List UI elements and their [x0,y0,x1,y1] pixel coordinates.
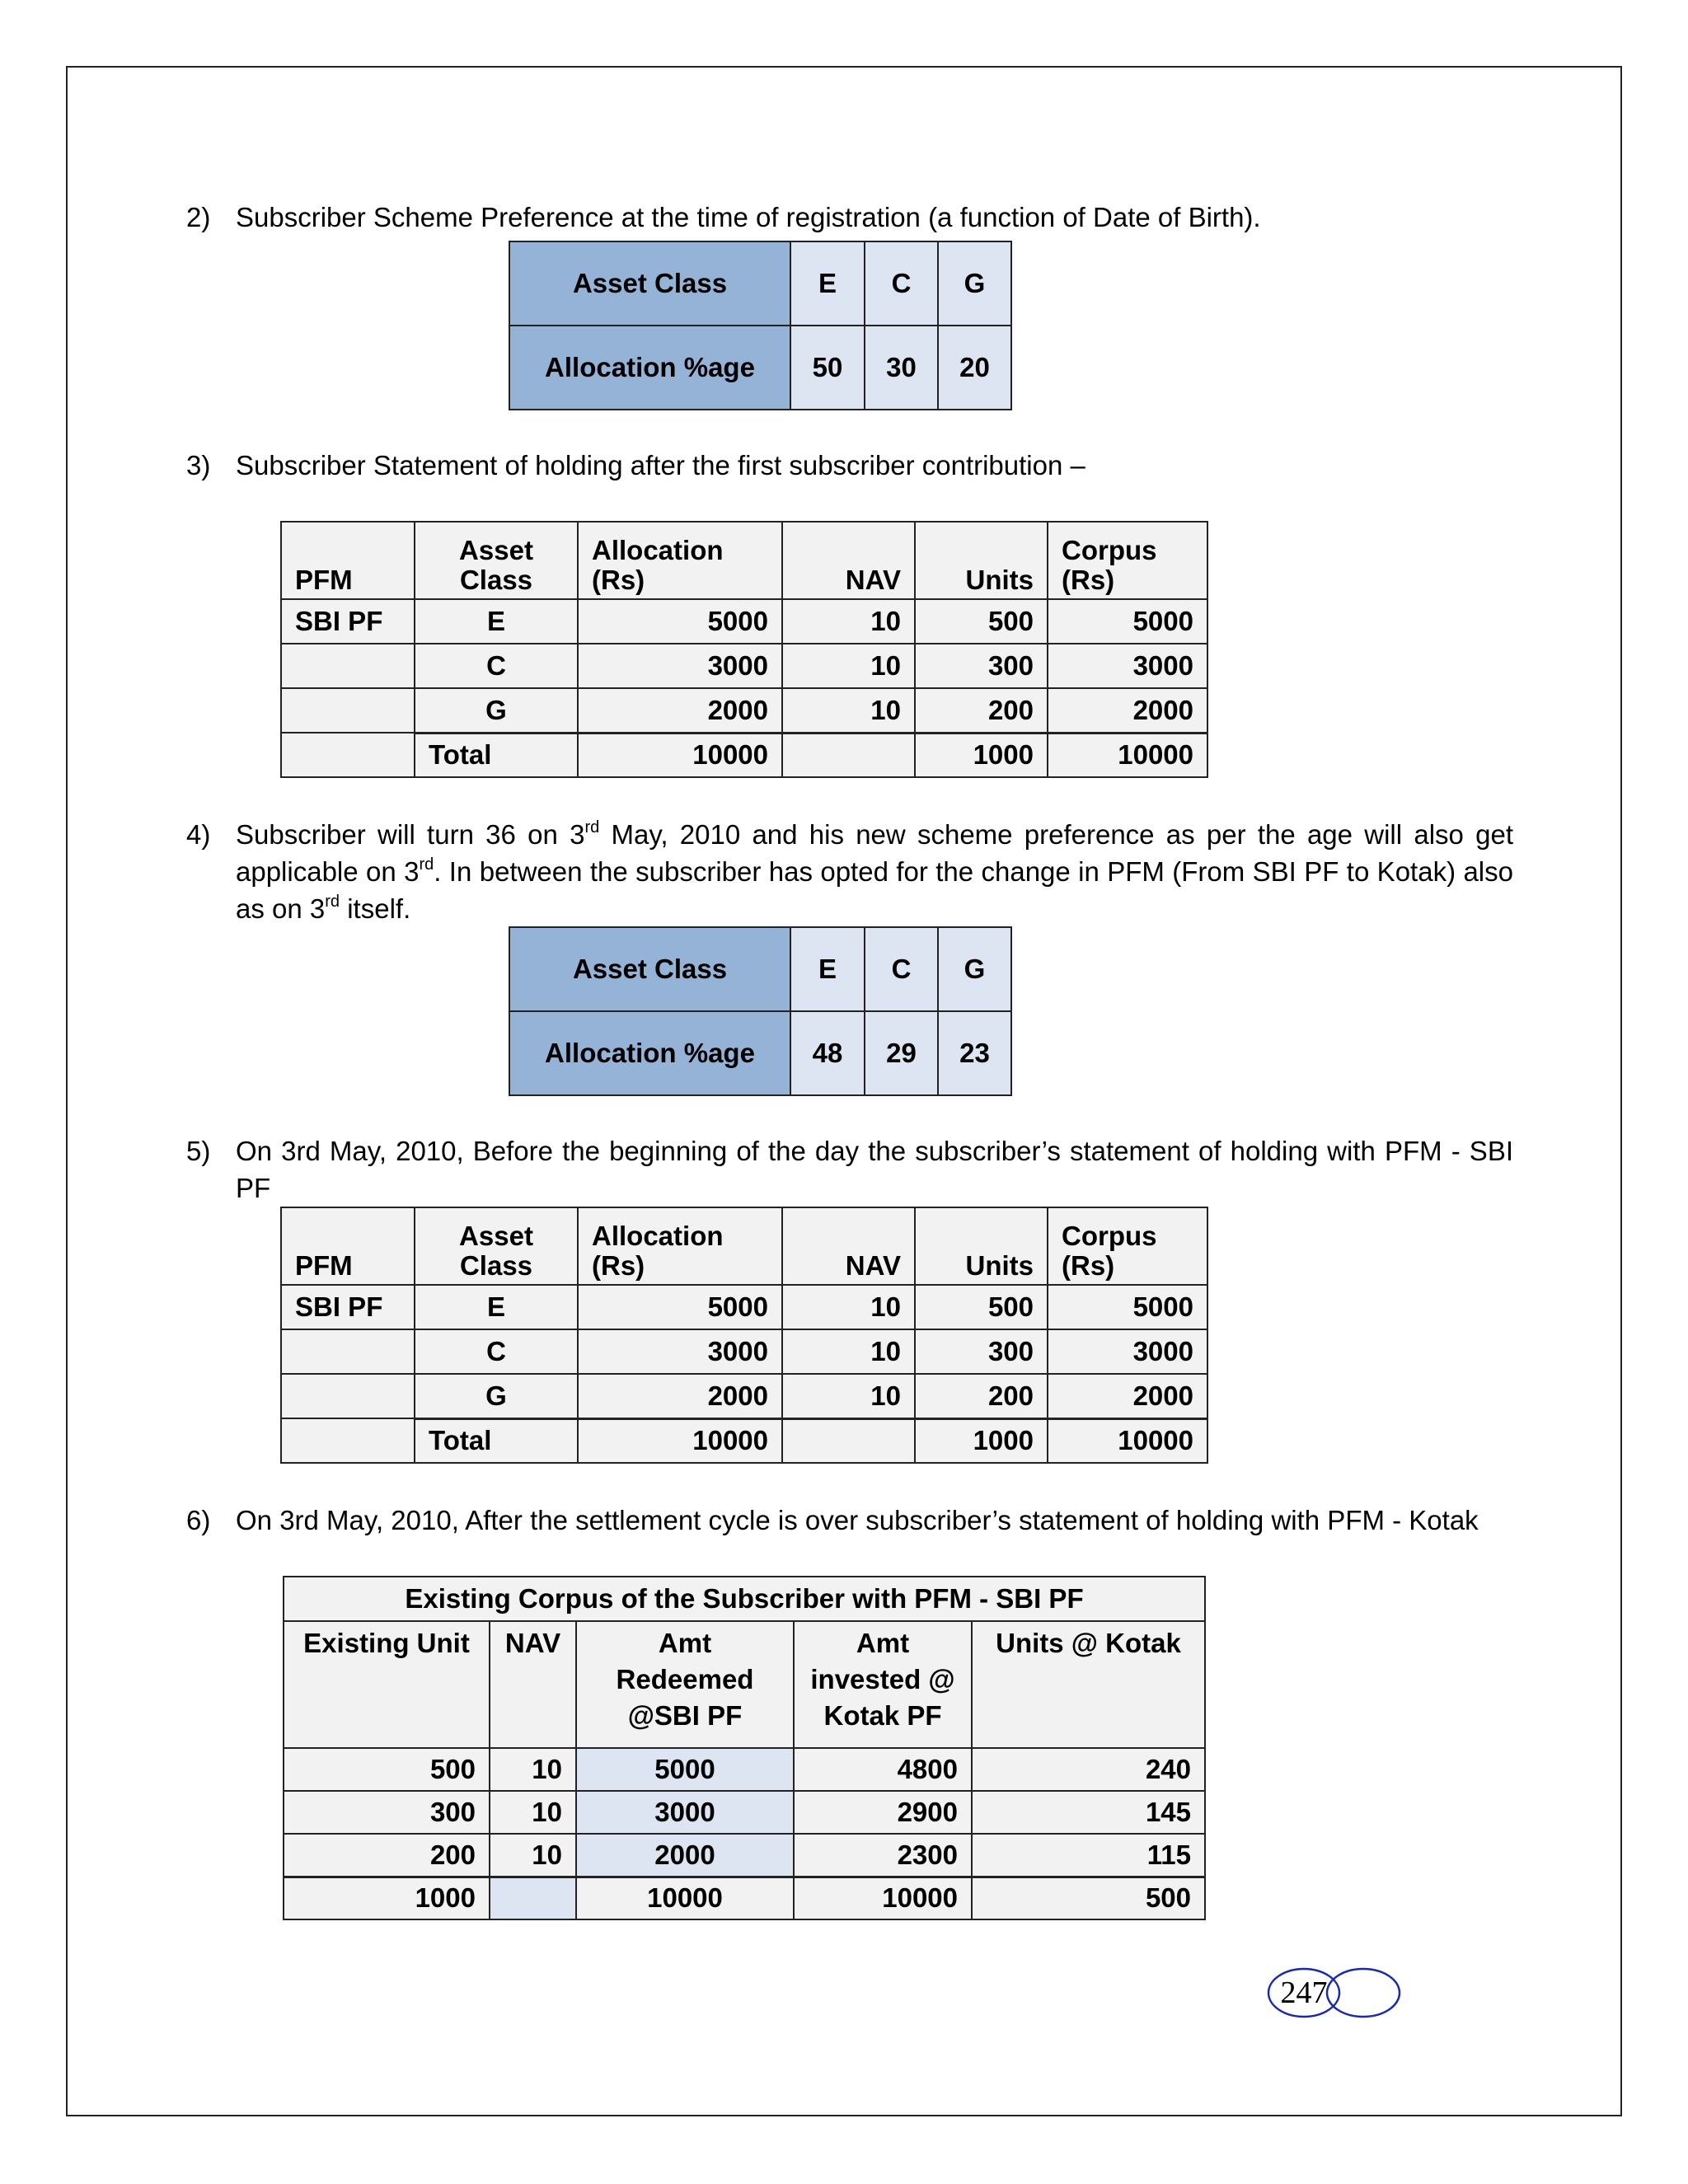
item-number: 4) [186,819,211,850]
cell [281,733,415,777]
table-row [284,1834,1205,1877]
header-cell: Corpus (Rs) [1048,1207,1207,1285]
cell: 2900 [794,1791,972,1834]
total-row [284,1877,1205,1919]
class-cell: E [790,241,865,326]
cell: 300 [915,1329,1048,1374]
cell: 10 [490,1834,576,1877]
item-number: 3) [186,450,211,480]
cell: 3000 [576,1791,794,1834]
header-cell: Asset Class [509,241,790,326]
table-row [281,1285,1207,1329]
header-cell: Units [915,1207,1048,1285]
class-cell: G [938,241,1011,326]
cell: C [415,644,578,688]
cell: 200 [915,1374,1048,1418]
value-cell: 50 [790,326,865,410]
cell: 500 [284,1748,490,1791]
new-scheme-preference-table [509,926,1012,1096]
item-text: Subscriber Statement of holding after the first subscriber contribution – [236,450,1085,480]
cell: 10 [782,688,915,733]
cell: SBI PF [281,599,415,644]
cell [281,644,415,688]
cell: 2000 [578,1374,782,1418]
header-cell: Asset Class [415,1207,578,1285]
item-2 [186,199,1513,236]
cell [490,1877,576,1919]
cell: 240 [972,1748,1205,1791]
page-number: 247 [1280,1975,1328,2010]
header-cell: NAV [782,522,915,599]
class-cell: C [865,927,938,1011]
header-cell: Asset Class [509,927,790,1011]
header-cell: PFM [281,522,415,599]
item-number: 6) [186,1505,211,1535]
cell: 5000 [578,599,782,644]
item-text: Subscriber Scheme Preference at the time of registration (a function of Date of Birth). [236,202,1261,232]
cell: 5000 [1048,1285,1207,1329]
header-cell: Units @ Kotak [972,1621,1205,1748]
class-cell: E [790,927,865,1011]
header-cell: NAV [490,1621,576,1748]
cell: 10000 [578,733,782,777]
cell: 3000 [578,1329,782,1374]
cell: 145 [972,1791,1205,1834]
cell: G [415,688,578,733]
item-number: 5) [186,1136,211,1166]
item-text: On 3rd May, 2010, After the settlement cycle is over subscriber’s statement of holding with PFM - Kotak [236,1505,1479,1535]
holding-table-1 [280,521,1208,778]
cell: 300 [284,1791,490,1834]
cell: 10 [490,1791,576,1834]
cell: 3000 [578,644,782,688]
value-cell: 20 [938,326,1011,410]
class-cell: G [938,927,1011,1011]
cell: 4800 [794,1748,972,1791]
holding-table-2 [280,1207,1208,1464]
cell: 500 [915,1285,1048,1329]
existing-corpus-table [283,1576,1206,1920]
cell: 500 [915,599,1048,644]
header-cell: Allocation %age [509,1011,790,1095]
header-cell: Allocation (Rs) [578,522,782,599]
cell: Total [415,733,578,777]
cell: 115 [972,1834,1205,1877]
value-cell: 29 [865,1011,938,1095]
cell: 10 [782,599,915,644]
cell: 200 [915,688,1048,733]
header-cell: Existing Unit [284,1621,490,1748]
item-3 [186,447,1513,484]
class-cell: C [865,241,938,326]
header-cell: Amt Redeemed @SBI PF [576,1621,794,1748]
header-cell: NAV [782,1207,915,1285]
table-title: Existing Corpus of the Subscriber with PFM - SBI PF [284,1577,1205,1621]
cell: 10 [782,644,915,688]
cell: 300 [915,644,1048,688]
cell [281,688,415,733]
cell: 10000 [1048,733,1207,777]
table-row [281,688,1207,733]
header-cell: Corpus (Rs) [1048,522,1207,599]
cell: Total [415,1418,578,1463]
item-text: On 3rd May, 2010, Before the beginning of the day the subscriber’s statement of holding with PFM - SBI PF [236,1136,1513,1203]
table-row [284,1791,1205,1834]
cell [782,733,915,777]
value-cell: 48 [790,1011,865,1095]
cell: 2300 [794,1834,972,1877]
cell: 10000 [578,1418,782,1463]
header-cell: Units [915,522,1048,599]
value-cell: 30 [865,326,938,410]
cell: 5000 [576,1748,794,1791]
cell: 200 [284,1834,490,1877]
cell: SBI PF [281,1285,415,1329]
cell: 500 [972,1877,1205,1919]
cell [281,1329,415,1374]
cell: 1000 [915,1418,1048,1463]
cell: 5000 [1048,599,1207,644]
header-cell: Allocation %age [509,326,790,410]
cell: E [415,1285,578,1329]
cell: 1000 [915,733,1048,777]
cell: E [415,599,578,644]
header-cell: Allocation (Rs) [578,1207,782,1285]
cell: 10 [782,1329,915,1374]
cell: 1000 [284,1877,490,1919]
header-cell: Amt invested @ Kotak PF [794,1621,972,1748]
cell: 2000 [578,688,782,733]
cell: 10000 [576,1877,794,1919]
cell: 5000 [578,1285,782,1329]
item-6 [186,1502,1513,1576]
cell: 10 [782,1374,915,1418]
cell: 3000 [1048,644,1207,688]
scheme-preference-table [509,241,1012,410]
table-row [284,1748,1205,1791]
item-5 [186,1132,1513,1207]
cell [281,1374,415,1418]
total-row [281,733,1207,777]
value-cell: 23 [938,1011,1011,1095]
cell: 2000 [1048,688,1207,733]
table-row [281,644,1207,688]
table-row [281,1329,1207,1374]
cell [782,1418,915,1463]
header-cell: PFM [281,1207,415,1285]
cell: 2000 [576,1834,794,1877]
cell: 10 [782,1285,915,1329]
item-4 [186,816,1513,927]
cell: 10 [490,1748,576,1791]
item-number: 2) [186,202,211,232]
total-row [281,1418,1207,1463]
cell: 3000 [1048,1329,1207,1374]
cell [281,1418,415,1463]
table-row [281,1374,1207,1418]
item-text: Subscriber will turn 36 on 3rd May, 2010 and his new scheme preference as per the age will also get applicable on 3rd. In between the subscriber has opted for the change in PFM (From SBI PF to Kotak) also as on 3rd itself. [236,818,1513,924]
cell: 10000 [794,1877,972,1919]
cell: 2000 [1048,1374,1207,1418]
header-cell: Asset Class [415,522,578,599]
table-row [281,599,1207,644]
cell: 10000 [1048,1418,1207,1463]
cell: G [415,1374,578,1418]
cell: C [415,1329,578,1374]
